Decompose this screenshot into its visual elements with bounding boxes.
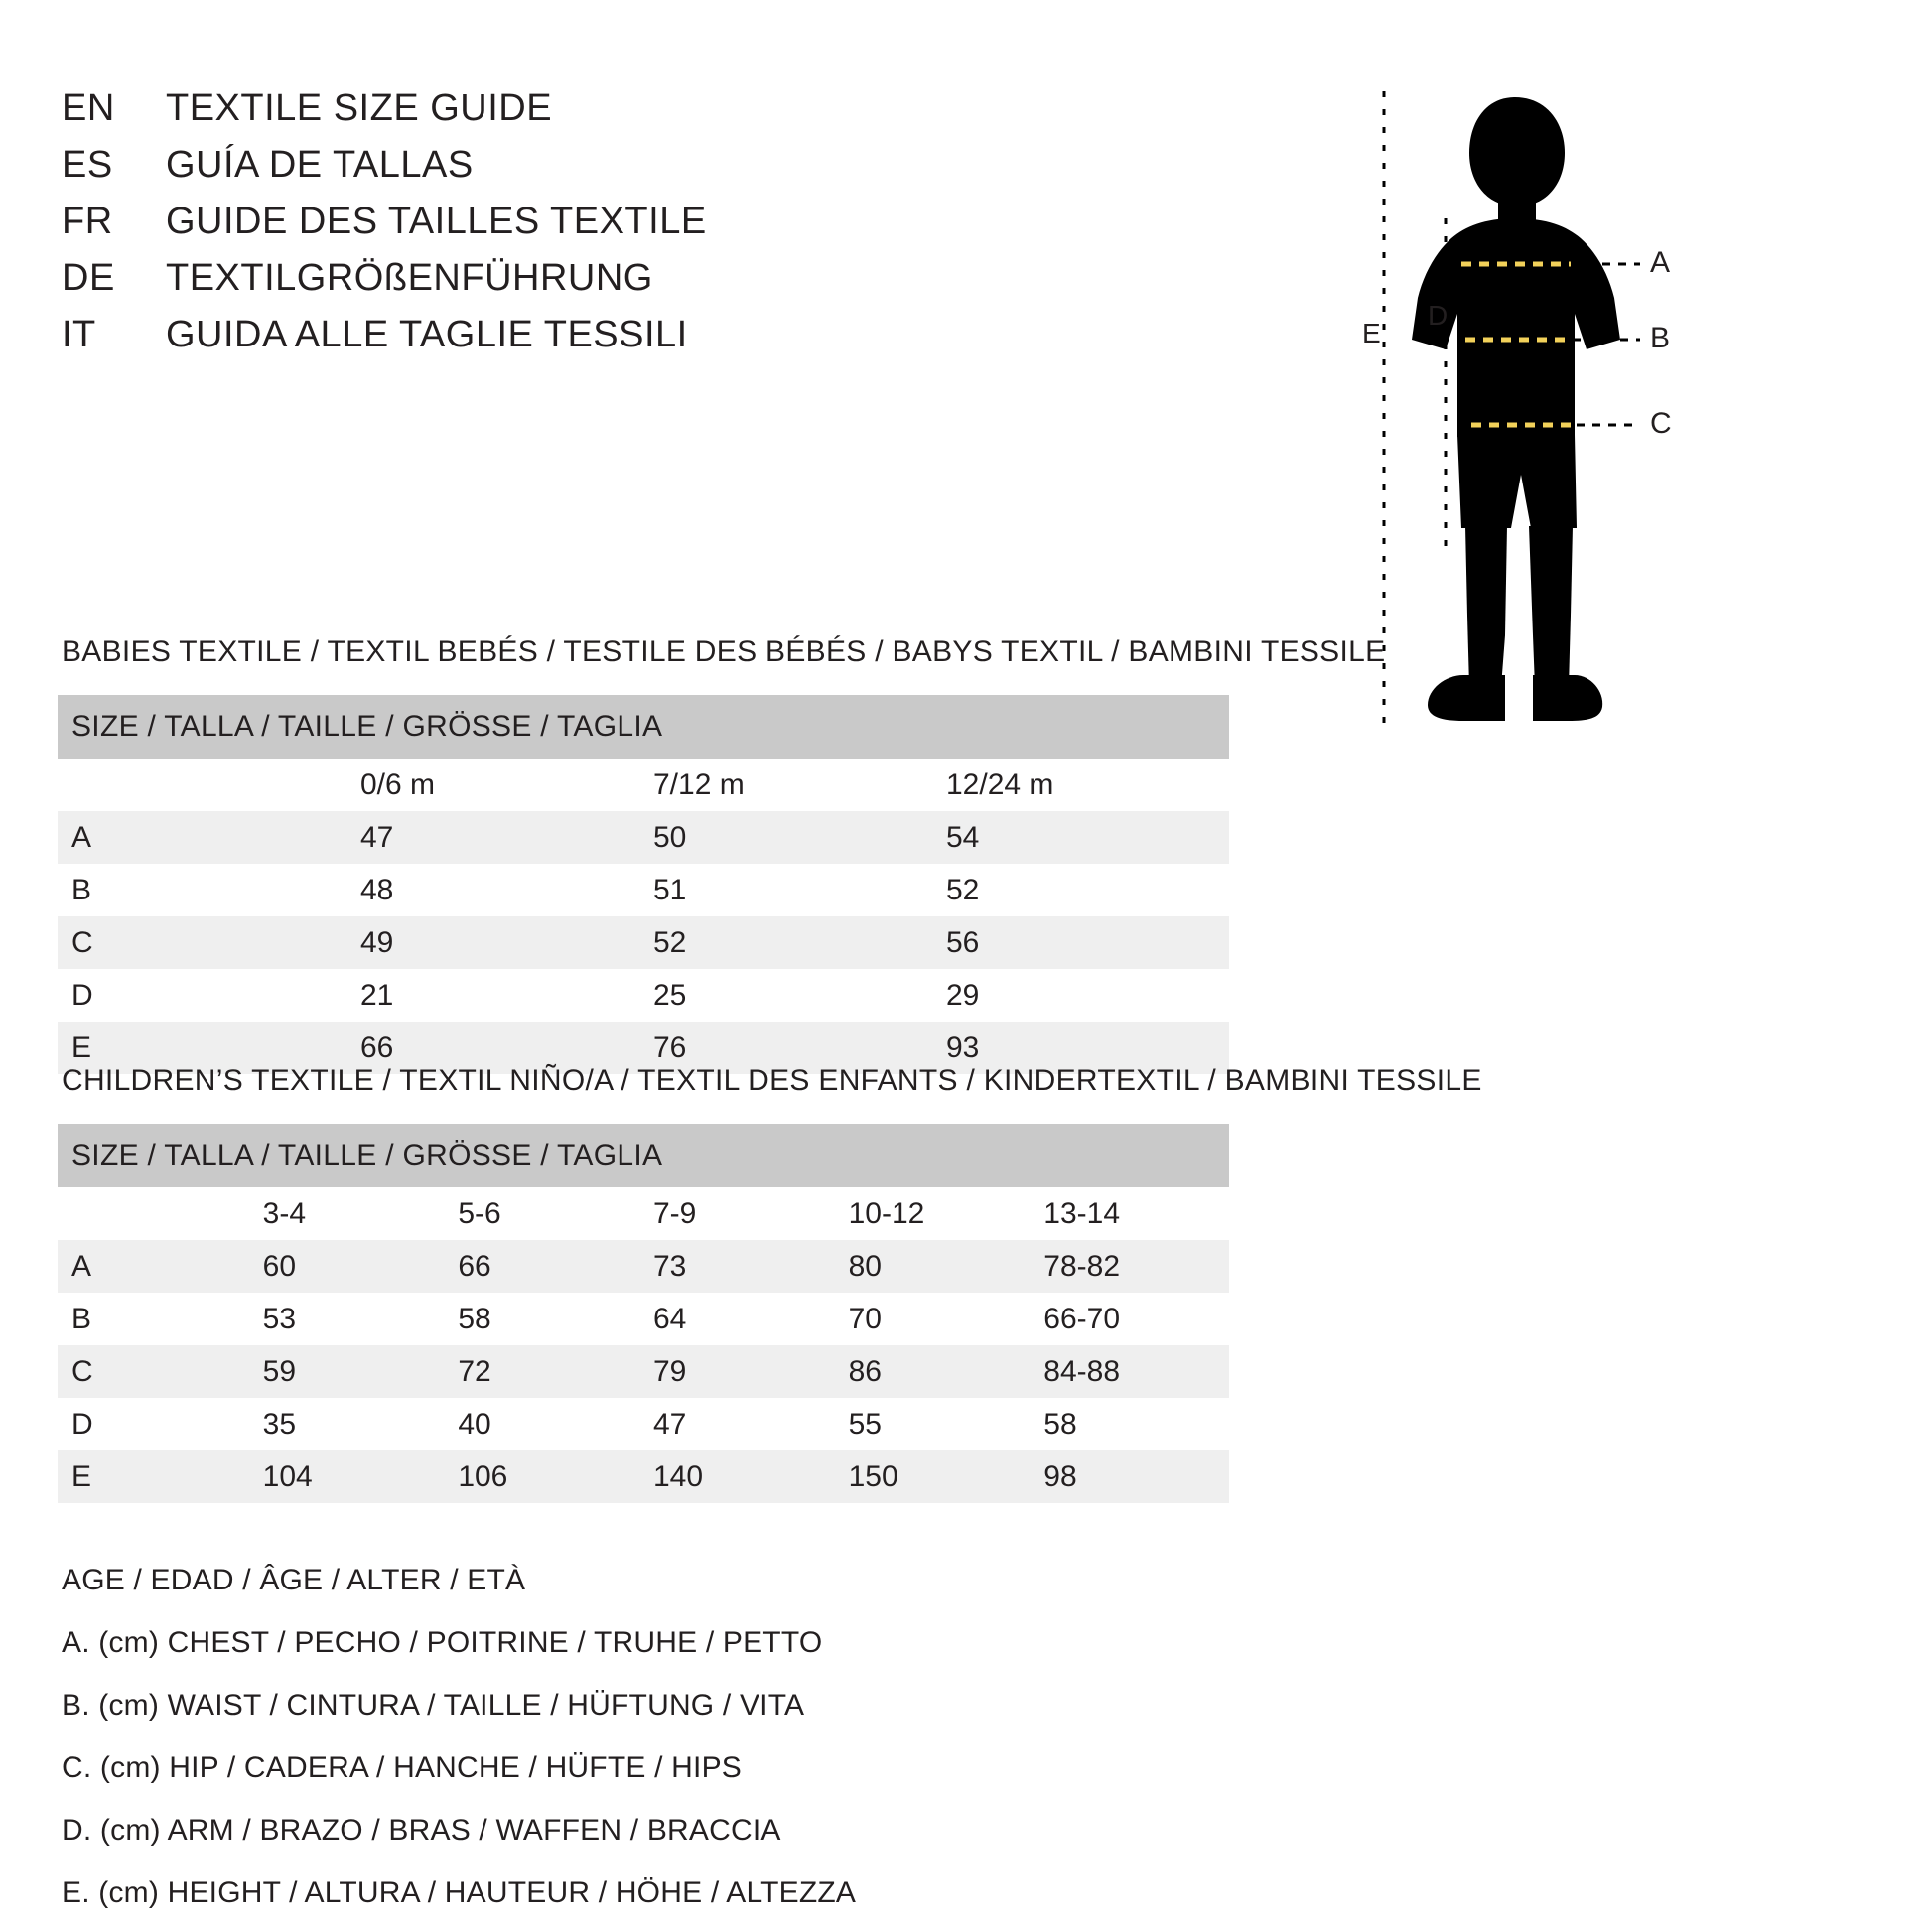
children-row-label-b: B	[58, 1293, 253, 1345]
children-row-label-e: E	[58, 1450, 253, 1503]
babies-size-table	[58, 695, 1229, 1074]
language-titles	[62, 87, 1154, 370]
children-row-label-c: C	[58, 1345, 253, 1398]
table-row	[58, 969, 1229, 1022]
children-a-1: 66	[448, 1240, 643, 1293]
legend-line-chest: A. (cm) CHEST / PECHO / POITRINE / TRUHE / PETTO	[62, 1626, 823, 1659]
babies-a-1: 50	[643, 811, 936, 864]
children-e-2: 140	[643, 1450, 839, 1503]
babies-size-2: 12/24 m	[936, 759, 1229, 811]
language-title-es: GUÍA DE TALLAS	[166, 144, 474, 186]
children-b-2: 64	[643, 1293, 839, 1345]
table-row	[58, 1293, 1229, 1345]
children-size-3: 10-12	[839, 1187, 1035, 1240]
language-code-en: EN	[62, 87, 115, 129]
children-sizes-corner	[58, 1187, 253, 1240]
children-row-label-a: A	[58, 1240, 253, 1293]
marker-label-c: C	[1650, 407, 1672, 440]
children-sizes-row	[58, 1187, 1229, 1240]
children-a-0: 60	[253, 1240, 449, 1293]
language-row-en	[62, 87, 1154, 144]
babies-band-row	[58, 695, 1229, 759]
children-band-label: SIZE / TALLA / TAILLE / GRÖSSE / TAGLIA	[58, 1124, 1229, 1187]
legend-line-hip: C. (cm) HIP / CADERA / HANCHE / HÜFTE / HIPS	[62, 1751, 742, 1784]
babies-row-label-b: B	[58, 864, 350, 916]
babies-row-label-c: C	[58, 916, 350, 969]
children-d-0: 35	[253, 1398, 449, 1450]
table-row	[58, 864, 1229, 916]
babies-c-2: 56	[936, 916, 1229, 969]
table-row	[58, 1345, 1229, 1398]
language-row-it	[62, 314, 1154, 370]
babies-b-2: 52	[936, 864, 1229, 916]
language-code-fr: FR	[62, 201, 113, 242]
legend-line-arm: D. (cm) ARM / BRAZO / BRAS / WAFFEN / BRACCIA	[62, 1814, 781, 1847]
table-row	[58, 1450, 1229, 1503]
children-row-label-d: D	[58, 1398, 253, 1450]
babies-sizes-row	[58, 759, 1229, 811]
children-c-1: 72	[448, 1345, 643, 1398]
children-c-4: 84-88	[1034, 1345, 1229, 1398]
babies-b-0: 48	[350, 864, 643, 916]
children-d-4: 58	[1034, 1398, 1229, 1450]
language-code-it: IT	[62, 314, 96, 355]
table-row	[58, 811, 1229, 864]
language-title-it: GUIDA ALLE TAGLIE TESSILI	[166, 314, 688, 355]
language-title-de: TEXTILGRÖßENFÜHRUNG	[166, 257, 653, 299]
children-e-3: 150	[839, 1450, 1035, 1503]
children-section-caption: CHILDREN’S TEXTILE / TEXTIL NIÑO/A / TEXTIL DES ENFANTS / KINDERTEXTIL / BAMBINI TESSILE	[62, 1064, 1482, 1097]
marker-label-e: E	[1362, 318, 1381, 348]
language-title-fr: GUIDE DES TAILLES TEXTILE	[166, 201, 707, 242]
babies-row-label-d: D	[58, 969, 350, 1022]
children-e-0: 104	[253, 1450, 449, 1503]
children-c-3: 86	[839, 1345, 1035, 1398]
children-a-2: 73	[643, 1240, 839, 1293]
babies-size-1: 7/12 m	[643, 759, 936, 811]
babies-c-0: 49	[350, 916, 643, 969]
marker-label-b: B	[1650, 322, 1671, 354]
language-title-en: TEXTILE SIZE GUIDE	[166, 87, 553, 129]
language-row-de	[62, 257, 1154, 314]
babies-sizes-corner	[58, 759, 350, 811]
table-row	[58, 1240, 1229, 1293]
babies-band-label: SIZE / TALLA / TAILLE / GRÖSSE / TAGLIA	[58, 695, 1229, 759]
babies-row-label-a: A	[58, 811, 350, 864]
marker-label-a: A	[1650, 246, 1671, 279]
babies-section-caption: BABIES TEXTILE / TEXTIL BEBÉS / TESTILE DES BÉBÉS / BABYS TEXTIL / BAMBINI TESSILE	[62, 635, 1386, 668]
language-code-de: DE	[62, 257, 115, 299]
body-measurement-diagram	[1362, 79, 1863, 774]
children-d-2: 47	[643, 1398, 839, 1450]
children-c-0: 59	[253, 1345, 449, 1398]
children-a-3: 80	[839, 1240, 1035, 1293]
babies-size-0: 0/6 m	[350, 759, 643, 811]
children-d-3: 55	[839, 1398, 1035, 1450]
measurement-legend	[62, 1549, 1352, 1924]
language-code-es: ES	[62, 144, 113, 186]
babies-a-0: 47	[350, 811, 643, 864]
babies-e-2: 93	[936, 1022, 1229, 1074]
babies-row-label-e: E	[58, 1022, 350, 1074]
legend-line-height: E. (cm) HEIGHT / ALTURA / HAUTEUR / HÖHE / ALTEZZA	[62, 1876, 857, 1909]
babies-e-0: 66	[350, 1022, 643, 1074]
children-e-1: 106	[448, 1450, 643, 1503]
children-size-4: 13-14	[1034, 1187, 1229, 1240]
children-b-4: 66-70	[1034, 1293, 1229, 1345]
table-row	[58, 1398, 1229, 1450]
children-band-row	[58, 1124, 1229, 1187]
legend-line-age: AGE / EDAD / ÂGE / ALTER / ETÀ	[62, 1564, 526, 1596]
babies-c-1: 52	[643, 916, 936, 969]
children-b-3: 70	[839, 1293, 1035, 1345]
babies-b-1: 51	[643, 864, 936, 916]
children-a-4: 78-82	[1034, 1240, 1229, 1293]
babies-d-1: 25	[643, 969, 936, 1022]
children-b-0: 53	[253, 1293, 449, 1345]
marker-label-d: D	[1428, 300, 1449, 331]
children-size-0: 3-4	[253, 1187, 449, 1240]
children-size-table	[58, 1124, 1229, 1503]
children-size-1: 5-6	[448, 1187, 643, 1240]
children-e-4: 98	[1034, 1450, 1229, 1503]
children-b-1: 58	[448, 1293, 643, 1345]
babies-a-2: 54	[936, 811, 1229, 864]
children-size-2: 7-9	[643, 1187, 839, 1240]
table-row	[58, 916, 1229, 969]
language-row-es	[62, 144, 1154, 201]
language-row-fr	[62, 201, 1154, 257]
babies-e-1: 76	[643, 1022, 936, 1074]
children-c-2: 79	[643, 1345, 839, 1398]
babies-d-0: 21	[350, 969, 643, 1022]
legend-line-waist: B. (cm) WAIST / CINTURA / TAILLE / HÜFTUNG / VITA	[62, 1689, 805, 1722]
child-silhouette	[1412, 97, 1620, 721]
babies-d-2: 29	[936, 969, 1229, 1022]
children-d-1: 40	[448, 1398, 643, 1450]
